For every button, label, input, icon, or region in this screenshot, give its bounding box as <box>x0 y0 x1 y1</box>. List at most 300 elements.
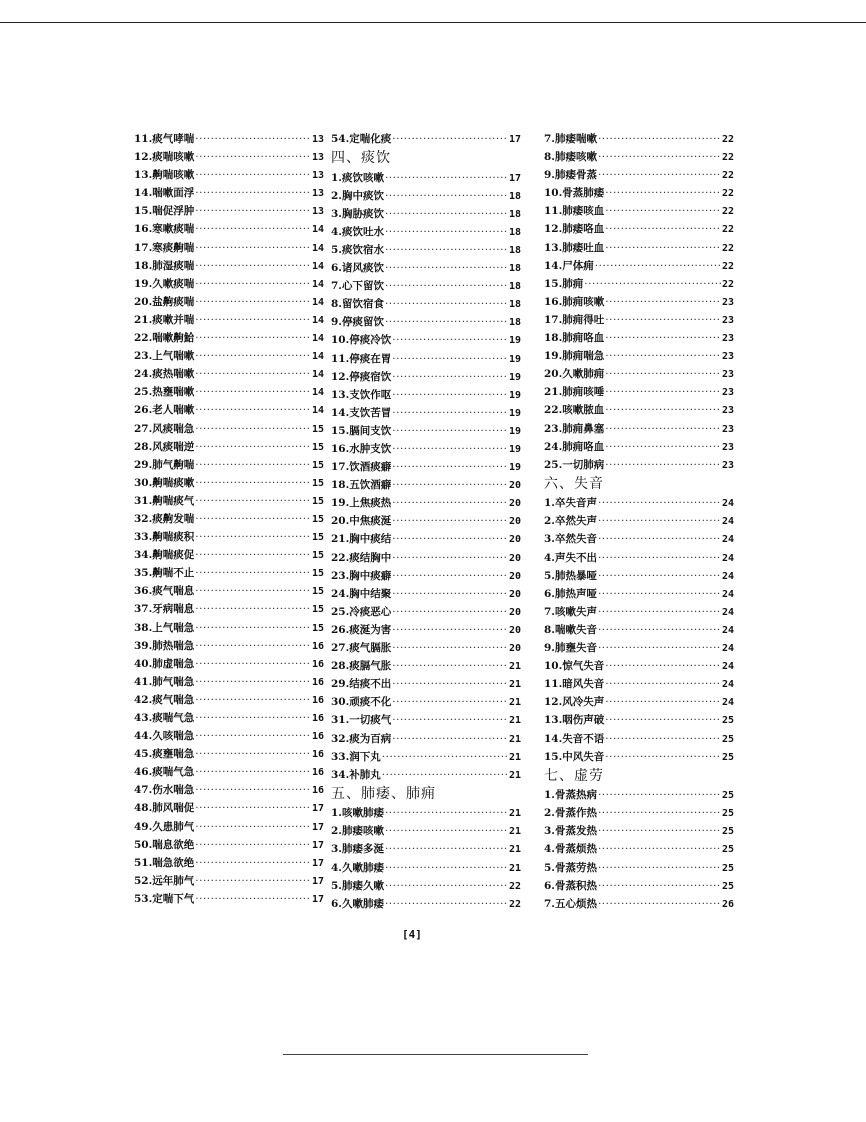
toc-entry[interactable] <box>331 730 521 748</box>
toc-entry-page: 13 <box>311 134 324 145</box>
toc-entry-page: 13 <box>311 206 324 218</box>
toc-entry[interactable] <box>134 854 324 872</box>
toc-entry[interactable] <box>544 585 734 603</box>
dot-leader <box>195 456 311 474</box>
toc-entry-page: 13 <box>311 152 324 164</box>
toc-entry-title: 22.痰结胸中 <box>331 551 392 564</box>
toc-entry-page: 20 <box>508 606 521 618</box>
dot-leader <box>382 748 508 766</box>
toc-entry[interactable] <box>134 727 324 745</box>
toc-entry[interactable] <box>331 458 521 476</box>
toc-entry-page: 20 <box>508 480 521 492</box>
toc-entry-page: 17 <box>311 839 324 851</box>
dot-leader <box>392 331 508 349</box>
toc-entry[interactable] <box>544 840 734 858</box>
toc-entry[interactable] <box>134 293 324 311</box>
toc-entry[interactable] <box>134 311 324 329</box>
toc-entry[interactable] <box>134 148 324 166</box>
toc-entry[interactable] <box>134 329 324 347</box>
dot-leader <box>385 877 508 895</box>
toc-entry-title: 14.支饮苦冒 <box>331 406 392 419</box>
toc-entry[interactable] <box>331 169 521 187</box>
dot-leader <box>195 130 311 148</box>
toc-entry-page: 24 <box>721 534 734 546</box>
toc-entry-page: 16 <box>311 767 324 779</box>
dot-leader <box>392 368 508 386</box>
dot-leader <box>195 383 311 401</box>
toc-entry[interactable] <box>331 277 521 295</box>
dot-leader <box>195 655 311 673</box>
toc-entry[interactable] <box>134 184 324 202</box>
toc-entry-title: 13.肺痿吐血 <box>544 241 605 254</box>
toc-entry-title: 27.痰气膈胀 <box>331 642 392 655</box>
toc-entry[interactable] <box>544 693 734 711</box>
toc-entry-title: 53.定喘下气 <box>134 892 195 905</box>
toc-entry[interactable] <box>331 567 521 585</box>
toc-entry[interactable] <box>331 693 521 711</box>
toc-entry-title: 23.肺痈鼻塞 <box>544 422 605 435</box>
toc-entry[interactable] <box>134 347 324 365</box>
dot-leader <box>195 528 311 546</box>
toc-entry[interactable] <box>544 420 734 438</box>
toc-entry[interactable] <box>331 877 521 895</box>
toc-entry[interactable] <box>134 619 324 637</box>
toc-entry-page: 15 <box>311 477 324 489</box>
toc-entry-title: 40.肺虚喘急 <box>134 657 195 670</box>
toc-entry-page: 14 <box>311 224 324 236</box>
dot-leader <box>195 329 311 347</box>
dot-leader <box>605 456 721 474</box>
toc-entry[interactable] <box>331 241 521 259</box>
toc-entry-page: 22 <box>721 278 734 290</box>
toc-entry-title: 19.肺痈喘急 <box>544 350 605 363</box>
toc-entry[interactable] <box>544 401 734 419</box>
toc-entry[interactable] <box>331 259 521 277</box>
toc-entry[interactable] <box>331 657 521 675</box>
toc-entry-page: 16 <box>311 785 324 797</box>
toc-entry-title: 54.定喘化痰 <box>331 133 392 145</box>
toc-entry[interactable] <box>331 675 521 693</box>
toc-entry-page: 24 <box>721 661 734 673</box>
toc-entry[interactable] <box>331 603 521 621</box>
toc-entry-title: 4.骨蒸烦热 <box>544 843 597 856</box>
toc-entry[interactable] <box>331 313 521 331</box>
toc-entry[interactable] <box>544 311 734 329</box>
toc-entry[interactable] <box>544 621 734 639</box>
toc-entry-page: 14 <box>311 314 324 326</box>
toc-entry-title: 30.顽痰不化 <box>331 696 392 709</box>
toc-entry[interactable] <box>134 130 324 148</box>
toc-entry[interactable] <box>134 763 324 781</box>
dot-leader <box>605 347 721 365</box>
toc-entry[interactable] <box>331 621 521 639</box>
toc-entry-page: 24 <box>721 697 734 709</box>
dot-leader <box>392 440 508 458</box>
toc-entry[interactable] <box>544 567 734 585</box>
toc-entry-title: 15.喘促浮肿 <box>134 205 195 218</box>
toc-entry[interactable] <box>134 257 324 275</box>
toc-entry[interactable] <box>544 639 734 657</box>
toc-entry[interactable] <box>331 711 521 729</box>
dot-leader <box>598 840 721 858</box>
dot-leader <box>195 619 311 637</box>
toc-entry[interactable] <box>331 859 521 877</box>
toc-entry[interactable] <box>331 585 521 603</box>
toc-column-3 <box>544 130 734 913</box>
dot-leader <box>392 350 508 368</box>
toc-entry-page: 24 <box>721 588 734 600</box>
dot-leader <box>605 711 721 729</box>
toc-entry[interactable] <box>134 438 324 456</box>
toc-entry[interactable] <box>331 386 521 404</box>
toc-entry-title: 21.痰嗽并喘 <box>134 313 195 326</box>
toc-entry[interactable] <box>331 639 521 657</box>
toc-entry-page: 21 <box>508 751 521 763</box>
dot-leader <box>595 257 721 275</box>
toc-entry-title: 14.尸体痈 <box>544 259 594 272</box>
toc-entry-page: 23 <box>721 333 734 345</box>
toc-entry-title: 33.齁喘痰积 <box>134 531 195 544</box>
toc-entry-title: 2.骨蒸作热 <box>544 807 597 820</box>
dot-leader <box>605 311 721 329</box>
dot-leader <box>584 275 721 293</box>
toc-entry-title: 36.痰气喘息 <box>134 585 195 598</box>
dot-leader <box>598 603 721 621</box>
toc-entry-title: 52.远年肺气 <box>134 874 195 887</box>
toc-entry-title: 20.中焦痰涎 <box>331 515 392 528</box>
toc-entry[interactable] <box>331 368 521 386</box>
toc-entry[interactable] <box>134 401 324 419</box>
toc-entry-page: 24 <box>721 498 734 510</box>
toc-entry[interactable] <box>544 383 734 401</box>
toc-entry-title: 25.热壅喘嗽 <box>134 386 195 399</box>
dot-leader <box>195 438 311 456</box>
toc-entry-page: 25 <box>721 844 734 856</box>
toc-entry[interactable] <box>544 603 734 621</box>
toc-entry-page: 15 <box>311 550 324 562</box>
toc-entry-page: 22 <box>508 880 521 892</box>
toc-entry-page: 19 <box>508 407 521 419</box>
toc-entry[interactable] <box>331 331 521 349</box>
toc-entry-page: 21 <box>508 715 521 727</box>
dot-leader <box>598 585 721 603</box>
toc-entry-title: 45.痰壅喘急 <box>134 748 195 761</box>
toc-entry[interactable] <box>134 818 324 836</box>
toc-entry-page: 24 <box>721 624 734 636</box>
toc-entry-page: 25 <box>721 790 734 802</box>
toc-entry[interactable] <box>331 130 521 148</box>
toc-entry-title: 6.肺热声哑 <box>544 587 597 600</box>
toc-entry[interactable] <box>134 745 324 763</box>
toc-entry[interactable] <box>544 530 734 548</box>
toc-entry[interactable] <box>544 822 734 840</box>
section-heading: 四、痰饮 <box>331 150 391 167</box>
toc-entry[interactable] <box>331 187 521 205</box>
toc-entry-page: 16 <box>311 749 324 761</box>
toc-entry[interactable] <box>544 675 734 693</box>
toc-entry[interactable] <box>134 220 324 238</box>
toc-entry-title: 7.心下留饮 <box>331 280 384 293</box>
toc-entry[interactable] <box>331 440 521 458</box>
toc-entry-title: 26.痰涎为害 <box>331 623 392 636</box>
toc-entry-title: 7.肺痿喘嗽 <box>544 133 597 145</box>
toc-entry-page: 17 <box>311 857 324 869</box>
dot-leader <box>598 166 721 184</box>
toc-entry[interactable] <box>134 166 324 184</box>
toc-entry[interactable] <box>134 365 324 383</box>
toc-entry[interactable] <box>544 166 734 184</box>
dot-leader <box>598 877 721 895</box>
toc-entry[interactable] <box>134 474 324 492</box>
toc-entry[interactable] <box>134 673 324 691</box>
toc-entry-page: 21 <box>508 679 521 691</box>
toc-entry[interactable] <box>544 730 734 748</box>
toc-entry[interactable] <box>331 549 521 567</box>
toc-entry[interactable] <box>134 781 324 799</box>
toc-entry[interactable] <box>134 546 324 564</box>
toc-entry-title: 49.久患肺气 <box>134 820 195 833</box>
toc-entry-title: 3.卒然失音 <box>544 533 597 546</box>
toc-entry-title: 2.肺痿咳嗽 <box>331 825 384 838</box>
toc-entry[interactable] <box>331 404 521 422</box>
toc-entry-page: 25 <box>721 715 734 727</box>
toc-entry[interactable] <box>331 205 521 223</box>
dot-leader <box>605 675 721 693</box>
toc-entry[interactable] <box>331 822 521 840</box>
toc-entry[interactable] <box>134 420 324 438</box>
toc-entry[interactable] <box>544 456 734 474</box>
toc-entry-title: 25.冷痰恶心 <box>331 605 392 618</box>
dot-leader <box>385 241 508 259</box>
toc-entry-title: 12.风冷失声 <box>544 696 605 709</box>
toc-entry-page: 25 <box>721 862 734 874</box>
dot-leader <box>598 895 721 913</box>
toc-entry-title: 4.久嗽肺痿 <box>331 861 384 874</box>
toc-entry-title: 15.膈间支饮 <box>331 424 392 437</box>
toc-entry-title: 12.痰喘咳嗽 <box>134 151 195 164</box>
dot-leader <box>195 546 311 564</box>
toc-entry[interactable] <box>331 766 521 784</box>
toc-entry[interactable] <box>134 383 324 401</box>
toc-entry[interactable] <box>134 600 324 618</box>
toc-entry-page: 23 <box>721 459 734 471</box>
toc-entry-page: 19 <box>508 425 521 437</box>
toc-entry-title: 28.痰膈气胀 <box>331 660 392 673</box>
toc-entry[interactable] <box>134 872 324 890</box>
toc-entry[interactable] <box>331 350 521 368</box>
toc-entry[interactable] <box>134 582 324 600</box>
toc-entry[interactable] <box>331 476 521 494</box>
toc-entry-title: 8.喘嗽失音 <box>544 623 597 636</box>
toc-entry-title: 37.牙病喘息 <box>134 603 195 616</box>
section-heading: 七、虚劳 <box>544 767 604 784</box>
toc-entry-title: 23.胸中痰癖 <box>331 569 392 582</box>
dot-leader <box>195 727 311 745</box>
toc-entry[interactable] <box>544 438 734 456</box>
toc-entry-title: 29.肺气齁喘 <box>134 458 195 471</box>
toc-entry-page: 18 <box>508 317 521 329</box>
toc-entry[interactable] <box>331 512 521 530</box>
dot-leader <box>195 148 311 166</box>
dot-leader <box>392 657 508 675</box>
toc-entry-page: 18 <box>508 299 521 311</box>
toc-entry-page: 16 <box>311 640 324 652</box>
toc-entry[interactable] <box>544 748 734 766</box>
toc-entry-page: 20 <box>508 516 521 528</box>
dot-leader <box>392 494 508 512</box>
toc-entry[interactable] <box>331 748 521 766</box>
toc-entry[interactable] <box>544 347 734 365</box>
dot-leader <box>195 836 311 854</box>
toc-column-1 <box>134 130 324 908</box>
toc-entry[interactable] <box>134 637 324 655</box>
toc-entry[interactable] <box>331 804 521 822</box>
dot-leader <box>385 223 508 241</box>
toc-entry-page: 20 <box>508 498 521 510</box>
toc-entry-page: 23 <box>721 423 734 435</box>
toc-entry[interactable] <box>134 799 324 817</box>
toc-entry-page: 15 <box>311 586 324 598</box>
toc-entry-page: 22 <box>721 224 734 236</box>
toc-entry-title: 1.卒失音声 <box>544 497 597 510</box>
toc-entry[interactable] <box>331 895 521 913</box>
toc-entry-page: 18 <box>508 244 521 256</box>
dot-leader <box>195 166 311 184</box>
dot-leader <box>598 567 721 585</box>
toc-entry[interactable] <box>544 275 734 293</box>
toc-entry[interactable] <box>544 494 734 512</box>
toc-entry-title: 16.寒嗽痰喘 <box>134 223 195 236</box>
toc-entry-page: 19 <box>508 335 521 347</box>
toc-entry-page: 14 <box>311 351 324 363</box>
toc-entry[interactable] <box>134 492 324 510</box>
toc-entry-page: 18 <box>508 190 521 202</box>
toc-entry-page: 15 <box>311 441 324 453</box>
toc-entry-page: 16 <box>311 676 324 688</box>
toc-entry-title: 27.风痰喘急 <box>134 422 195 435</box>
toc-entry-title: 3.胸胁痰饮 <box>331 207 384 220</box>
toc-entry[interactable] <box>331 530 521 548</box>
toc-entry[interactable] <box>134 202 324 220</box>
toc-entry[interactable] <box>134 564 324 582</box>
toc-entry-title: 25.一切肺病 <box>544 458 605 471</box>
toc-entry-title: 19.上焦痰热 <box>331 497 392 510</box>
toc-entry[interactable] <box>331 295 521 313</box>
toc-entry-page: 20 <box>508 570 521 582</box>
toc-entry-page: 17 <box>311 821 324 833</box>
dot-leader <box>385 895 508 913</box>
toc-entry[interactable] <box>544 202 734 220</box>
dot-leader <box>605 730 721 748</box>
toc-entry[interactable] <box>134 528 324 546</box>
toc-entry-title: 31.一切痰气 <box>331 714 392 727</box>
dot-leader <box>605 293 721 311</box>
toc-entry-page: 18 <box>508 281 521 293</box>
toc-entry-title: 34.齁喘痰促 <box>134 549 195 562</box>
toc-entry[interactable] <box>134 691 324 709</box>
toc-entry-page: 15 <box>311 622 324 634</box>
dot-leader <box>195 673 311 691</box>
toc-entry[interactable] <box>544 859 734 877</box>
dot-leader <box>605 365 721 383</box>
toc-entry-title: 21.胸中痰结 <box>331 533 392 546</box>
toc-entry[interactable] <box>544 804 734 822</box>
toc-entry[interactable] <box>544 220 734 238</box>
toc-entry[interactable] <box>544 657 734 675</box>
toc-entry[interactable] <box>134 239 324 257</box>
toc-entry-title: 3.骨蒸发热 <box>544 825 597 838</box>
toc-entry-page: 23 <box>721 296 734 308</box>
toc-entry[interactable] <box>544 329 734 347</box>
toc-entry-page: 13 <box>311 170 324 182</box>
toc-entry-title: 16.水肿支饮 <box>331 443 392 455</box>
toc-entry-page: 17 <box>311 803 324 815</box>
toc-entry-page: 21 <box>508 826 521 838</box>
toc-entry[interactable] <box>544 257 734 275</box>
dot-leader <box>605 438 721 456</box>
dot-leader <box>598 804 721 822</box>
dot-leader <box>195 890 311 908</box>
dot-leader <box>195 202 311 220</box>
toc-entry[interactable] <box>544 365 734 383</box>
toc-entry-title: 2.胸中痰饮 <box>331 189 384 202</box>
toc-entry[interactable] <box>331 494 521 512</box>
toc-entry-title: 44.久咳喘急 <box>134 730 195 743</box>
dot-leader <box>392 404 508 422</box>
toc-entry-title: 19.久嗽痰喘 <box>134 277 195 290</box>
toc-entry-page: 21 <box>508 769 521 781</box>
toc-entry-title: 7.五心烦热 <box>544 897 597 910</box>
toc-entry-page: 19 <box>508 444 521 455</box>
toc-entry-page: 22 <box>508 898 521 910</box>
toc-entry[interactable] <box>134 890 324 908</box>
toc-entry[interactable] <box>544 293 734 311</box>
toc-entry[interactable] <box>544 130 734 148</box>
toc-entry[interactable] <box>544 184 734 202</box>
toc-entry-title: 12.肺痿咯血 <box>544 223 605 236</box>
toc-entry[interactable] <box>544 239 734 257</box>
toc-entry[interactable] <box>134 275 324 293</box>
toc-entry[interactable] <box>331 422 521 440</box>
toc-entry[interactable] <box>331 840 521 858</box>
toc-entry[interactable] <box>134 836 324 854</box>
toc-entry[interactable] <box>134 655 324 673</box>
toc-entry[interactable] <box>544 549 734 567</box>
dot-leader <box>598 639 721 657</box>
toc-entry[interactable] <box>544 148 734 166</box>
toc-entry[interactable] <box>544 877 734 895</box>
toc-entry[interactable] <box>134 510 324 528</box>
dot-leader <box>195 709 311 727</box>
toc-entry-title: 9.肺壅失音 <box>544 642 597 655</box>
toc-entry-page: 24 <box>721 516 734 528</box>
toc-entry[interactable] <box>134 709 324 727</box>
toc-entry[interactable] <box>331 223 521 241</box>
toc-entry-page: 21 <box>508 862 521 874</box>
dot-leader <box>195 745 311 763</box>
toc-entry[interactable] <box>544 895 734 913</box>
toc-entry[interactable] <box>544 512 734 530</box>
toc-entry[interactable] <box>544 786 734 804</box>
toc-entry-page: 15 <box>311 495 324 507</box>
dot-leader <box>598 130 721 148</box>
toc-entry-title: 33.润下丸 <box>331 750 381 763</box>
toc-entry-title: 6.久嗽肺痿 <box>331 897 384 910</box>
toc-entry-title: 1.骨蒸热病 <box>544 789 597 802</box>
toc-entry[interactable] <box>134 456 324 474</box>
toc-entry-title: 34.补肺丸 <box>331 768 381 781</box>
toc-entry[interactable] <box>544 711 734 729</box>
